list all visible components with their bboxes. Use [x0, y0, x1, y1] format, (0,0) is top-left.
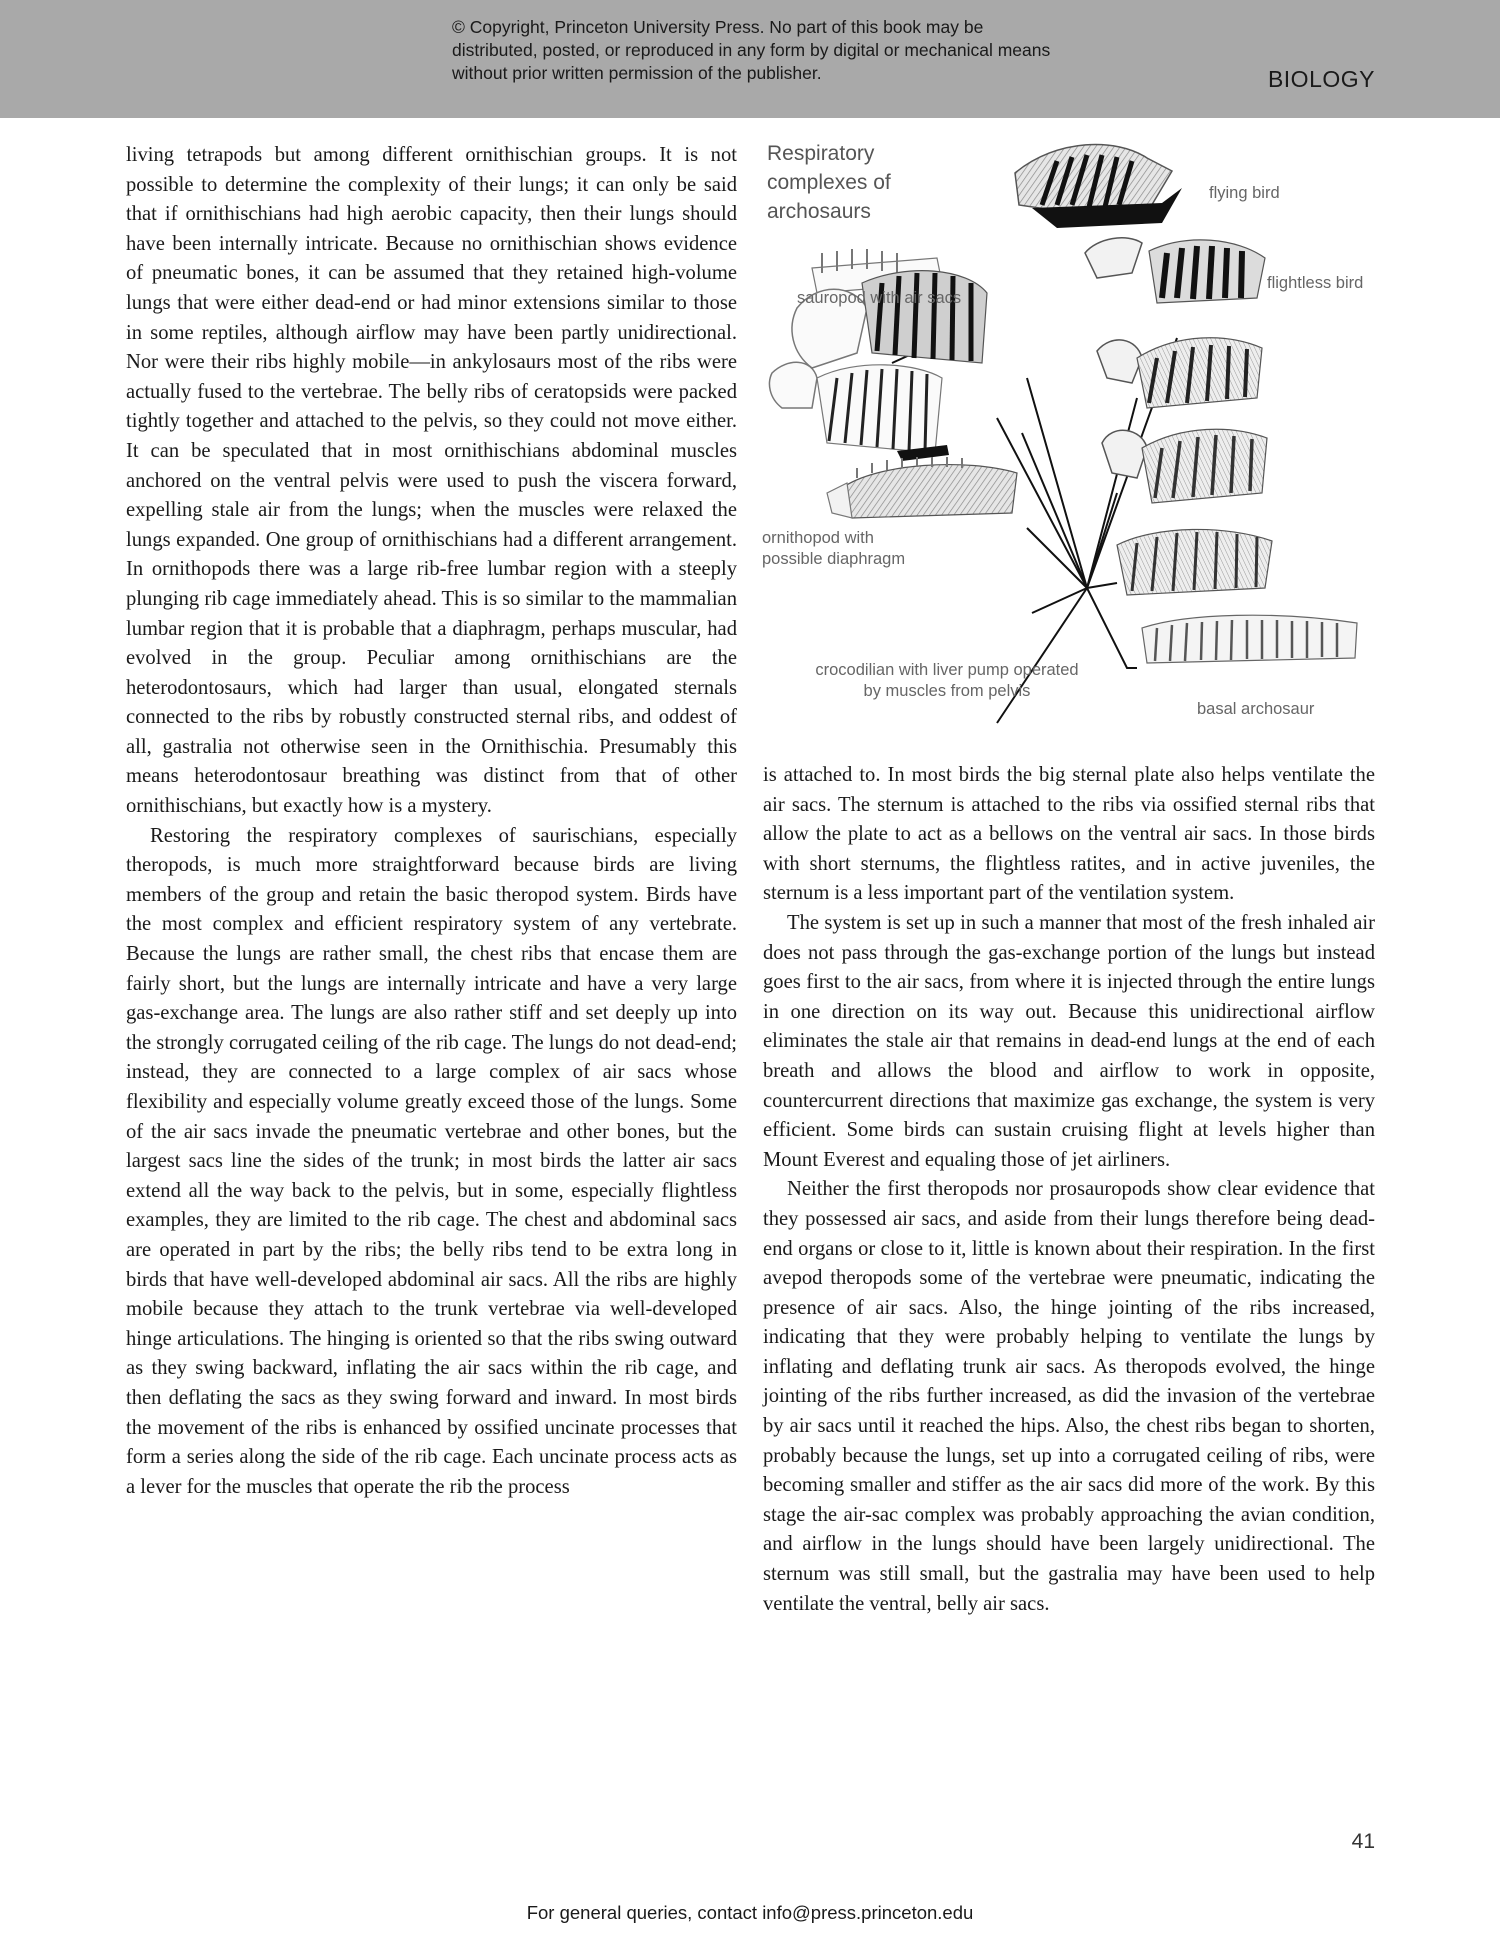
- theropod-skeleton: [1102, 429, 1267, 503]
- label-crocodilian: crocodilian with liver pump operated by muscles from pelvis: [815, 661, 1079, 700]
- flightless-bird-skeleton: [1085, 238, 1265, 303]
- label-flying-bird: flying bird: [1209, 184, 1280, 202]
- right-column: [763, 761, 1375, 1619]
- theropod-skeleton: [1097, 338, 1262, 408]
- footer-contact: For general queries, contact info@press.princeton.edu: [526, 1902, 974, 1923]
- paragraph: Neither the first theropods nor prosauropods show clear evidence that they possessed air sacs, and aside from their lungs therefore being dead-end organs or close to it, little is known about their respiration. In the first avepod theropods some of the vertebrae were pneumatic, indicating the presence of air sacs. Also, the hinge jointing of the ribs increased, indicating that they were probably helping to ventilate the lungs by inflating and deflating trunk air sacs. As theropods evolved, the hinge jointing of the ribs further increased, as did the invasion of the vertebrae by air sacs until it reached the hips. Also, the chest ribs began to shorten, probably because the lungs, set up into a corrugated ceiling of ribs, were becoming smaller and stiffer as the air sacs did more of the work. By this stage the air-sac complex was probably approaching the avian condition, and airflow in the lungs should have been largely unidirectional. The sternum was still small, but the gastralia may have been used to help ventilate the ventral, belly air sacs.: [763, 1178, 1375, 1615]
- basal-archosaur-skeleton: [1142, 615, 1357, 663]
- crocodilian-skeleton: [827, 457, 1017, 518]
- figure-title: Respiratory complexes of archosaurs: [767, 142, 891, 223]
- paragraph: Restoring the respiratory complexes of saurischians, especially theropods, is much more straightforward because birds are living members of the group and retain the basic theropod system. Birds have the most complex and efficient respiratory system of any vertebrate. Because the lungs are rather small, the chest ribs that encase them are fairly short, but the lungs are internally intricate and have a very large gas-exchange area. The lungs are also rather stiff and set deeply up into the strongly corrugated ceiling of the rib cage. The lungs do not dead-end; instead, they are connected to a large complex of air sacs whose flexibility and especially volume greatly exceed those of the lungs. Some of the air sacs invade the pneumatic vertebrae and other bones, but the largest sacs line the sides of the trunk; in most birds the latter air sacs extend all the way back to the pelvis, but in some, especially flightless examples, they are limited to the rib cage. The chest and abdominal sacs are operated in part by the ribs; the belly ribs tend to be extra long in birds that have well-developed abdominal air sacs. All the ribs are highly mobile because they attach to the trunk vertebrae via well-developed hinge articulations. The hinging is oriented so that the ribs swing outward as they swing backward, inflating the air sacs within the rib cage, and then deflating the sacs as they swing forward and inward. In most birds the movement of the ribs is enhanced by ossified uncinate processes that form a series along the side of the rib cage. Each uncinate process acts as a lever for the muscles that operate the rib the process: [126, 824, 737, 1498]
- ornithopod-skeleton: [769, 362, 949, 461]
- paragraph: is attached to. In most birds the big sternal plate also helps ventilate the air sacs. The sternum is attached to the ribs via ossified sternal ribs that allow the plate to act as a bellows on the ventral air sacs. In those birds with short sternums, the flightless ratites, and in active juveniles, the sternum is a less important part of the ventilation system.: [763, 764, 1375, 905]
- label-flightless-bird: flightless bird: [1267, 274, 1364, 292]
- paragraph: living tetrapods but among different ornithischian groups. It is not possible to determine the complexity of their lungs; it can only be said that if ornithischians had high aerobic capacity, then their lungs should have been internally intricate. Because no ornithischian shows evidence of pneumatic bones, it can be assumed that they retained high-volume lungs that were either dead-end or had minor extensions similar to those in some reptiles, although airflow may have been partly unidirectional. Nor were their ribs highly mobile—in ankylosaurs most of the ribs were actually fused to the vertebrae. The belly ribs of ceratopsids were packed tightly together and attached to the pelvis, so they could not move either. It can be speculated that in most ornithischians abdominal muscles anchored on the ventral pelvis were used to push the viscera forward, expelling stale air from the lungs; when the muscles were relaxed the lungs expanded. One group of ornithischians had a different arrangement. In ornithopods there was a large rib-free lumbar region with a steeply plunging rib cage immediately ahead. This is so similar to the mammalian lumbar region that it is probable that a diaphragm, perhaps muscular, had evolved in the group. Peculiar among ornithischians are the heterodontosaurs, which had larger than usual, elongated sternals connected to the ribs by robustly constructed sternal ribs, and oddest of all, gastralia not otherwise seen in the Ornithischia. Presumably this means heterodontosaur breathing was distinct from that of other ornithischians, but exactly how is a mystery.: [126, 144, 737, 818]
- label-sauropod: sauropod with air sacs: [797, 289, 962, 307]
- theropod-skeleton: [1117, 529, 1272, 595]
- page-number: 41: [1351, 1830, 1375, 1853]
- label-ornithopod: ornithopod with possible diaphragm: [762, 529, 906, 568]
- copyright-notice: © Copyright, Princeton University Press. No part of this book may be distributed, posted, or reproduced in any form by digital or mechanical means without prior written permission of the publisher.: [452, 17, 1051, 83]
- respiratory-figure: [757, 133, 1382, 733]
- copyright-banner: [0, 0, 1500, 118]
- left-column: [126, 141, 737, 1502]
- section-heading: BIOLOGY: [1267, 66, 1375, 92]
- paragraph: The system is set up in such a manner that most of the fresh inhaled air does not pass through the gas-exchange portion of the lungs but instead goes first to the air sacs, from where it is injected through the entire lungs in one direction on its way out. Because this unidirectional airflow eliminates the stale air that remains in dead-end lungs at the end of each breath and allows the blood and airflow to work in opposite, countercurrent directions that maximize gas exchange, the system is very efficient. Some birds can sustain cruising flight at levels higher than Mount Everest and equaling those of jet airliners.: [763, 911, 1375, 1171]
- flying-bird-skeleton: [1015, 144, 1182, 228]
- label-basal-archosaur: basal archosaur: [1197, 700, 1315, 718]
